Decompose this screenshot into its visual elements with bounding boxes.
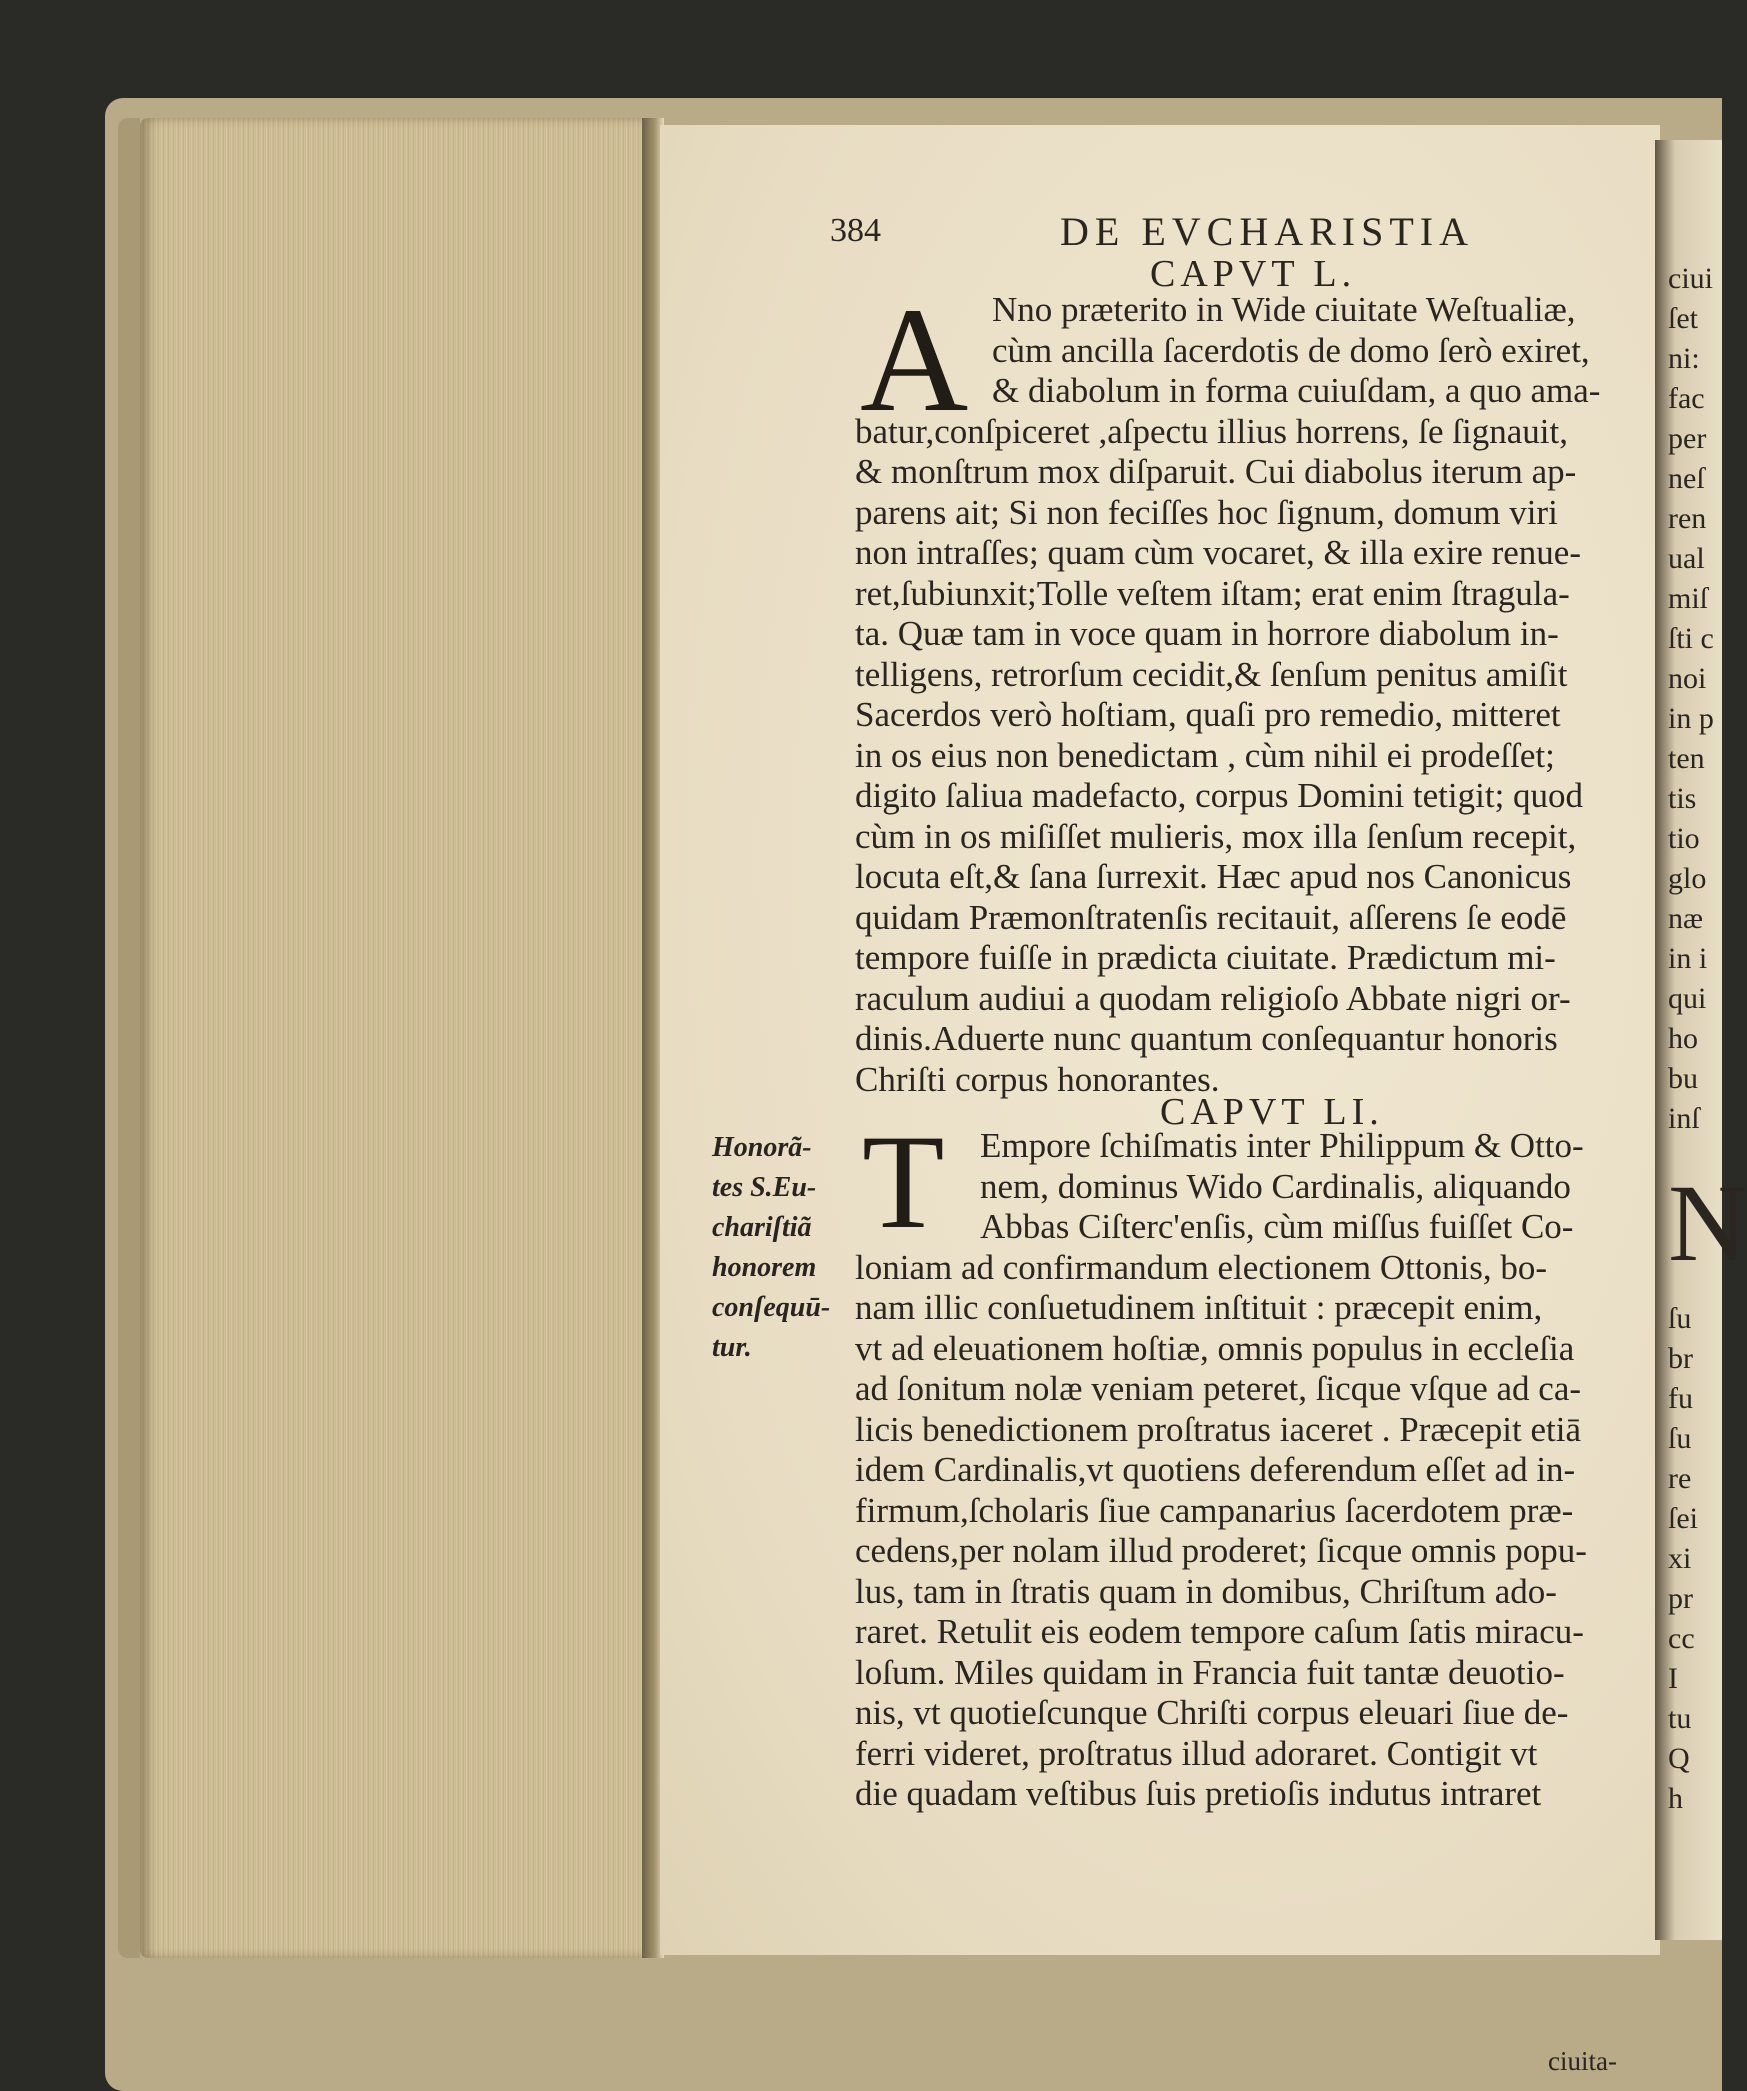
facing-page-fragment: per bbox=[1668, 422, 1707, 455]
page-number: 384 bbox=[830, 212, 881, 249]
facing-page-fragment: ren bbox=[1668, 502, 1707, 535]
text-line: Empore ſchiſmatis inter Philippum & Otto- bbox=[980, 1126, 1584, 1165]
facing-page-fragment: pr bbox=[1668, 1582, 1693, 1615]
text-line: cedens,per nolam illud proderet; ſicque omnis popu- bbox=[855, 1531, 1587, 1570]
text-line: ferri videret, proſtratus illud adoraret. Contigit vt bbox=[855, 1733, 1538, 1773]
text-line: non intraſſes; quam cùm vocaret, & illa exire renue- bbox=[855, 533, 1581, 572]
text-line: & monſtrum mox diſparuit. Cui diabolus iterum ap- bbox=[855, 452, 1577, 491]
facing-page-fragment: ni: bbox=[1668, 342, 1700, 375]
facing-page-fragment: fac bbox=[1668, 382, 1705, 415]
text-line: & diabolum in forma cuiuſdam, a quo ama- bbox=[992, 371, 1601, 410]
facing-page-fragment: br bbox=[1668, 1342, 1693, 1375]
chapter-heading: CAPVT L. bbox=[1150, 253, 1357, 295]
text-line: ret,ſubiunxit;Tolle veſtem iſtam; erat enim ſtragula- bbox=[855, 573, 1570, 613]
facing-page-fragment: I bbox=[1668, 1662, 1678, 1695]
facing-page-fragment: fu bbox=[1668, 1382, 1693, 1415]
facing-page-fragment: neſ bbox=[1668, 462, 1705, 495]
facing-page-fragment: ual bbox=[1668, 542, 1705, 575]
facing-page-fragment: Q bbox=[1668, 1742, 1690, 1775]
text-line: quidam Præmonſtratenſis recitauit, aſſerens ſe eodē bbox=[855, 897, 1567, 937]
facing-page-fragment: inſ bbox=[1668, 1102, 1700, 1135]
facing-page-fragment: ſti c bbox=[1668, 622, 1714, 655]
text-line: nam illic conſuetudinem inſtituit : præcepit enim, bbox=[855, 1288, 1543, 1327]
facing-page-fragment: tio bbox=[1668, 822, 1700, 855]
facing-page-fragment: N bbox=[1668, 1162, 1747, 1284]
text-line: Nno præterito in Wide ciuitate Weſtualiæ, bbox=[992, 290, 1576, 329]
text-line: in os eius non benedictam , cùm nihil ei prodeſſet; bbox=[855, 735, 1555, 775]
facing-page-fragment: in i bbox=[1668, 942, 1708, 975]
facing-page-fragment: glo bbox=[1668, 862, 1707, 895]
facing-page-fragment: xi bbox=[1668, 1542, 1692, 1575]
facing-page-fragment: re bbox=[1668, 1462, 1692, 1495]
text-line: batur,conſpiceret ,aſpectu illius horrens, ſe ſignauit, bbox=[855, 411, 1568, 451]
facing-page-fragment: ho bbox=[1668, 1022, 1698, 1055]
margin-note-line: chariſtiã bbox=[712, 1212, 812, 1243]
text-line: vt ad eleuationem hoſtiæ, omnis populus in eccleſia bbox=[855, 1328, 1575, 1368]
facing-page-fragment: cc bbox=[1668, 1622, 1695, 1655]
text-line: locuta eſt,& ſana ſurrexit. Hæc apud nos Canonicus bbox=[855, 857, 1572, 896]
facing-page-fragment: ciui bbox=[1668, 262, 1713, 295]
facing-page-fragment: ſu bbox=[1668, 1422, 1692, 1455]
text-line: Abbas Ciſterc'enſis, cùm miſſus fuiſſet Co- bbox=[980, 1207, 1574, 1246]
text-line: parens ait; Si non feciſſes hoc ſignum, domum viri bbox=[855, 492, 1558, 532]
text-line: ad ſonitum nolæ veniam peteret, ſicque vſque ad ca- bbox=[855, 1369, 1582, 1408]
facing-page-fragment: miſ bbox=[1668, 582, 1709, 615]
facing-page-fragment: noi bbox=[1668, 662, 1707, 695]
text-line: die quadam veſtibus ſuis pretioſis indutus intraret bbox=[855, 1774, 1542, 1813]
margin-note-line: tes S.Eu- bbox=[712, 1172, 817, 1203]
text-line: cùm in os miſiſſet mulieris, mox illa ſenſum recepit, bbox=[855, 816, 1577, 856]
text-line: dinis.Aduerte nunc quantum conſequantur honoris bbox=[855, 1019, 1558, 1058]
facing-page-fragment: næ bbox=[1668, 902, 1704, 935]
text-line: firmum,ſcholaris ſiue campanarius ſacerdotem præ- bbox=[855, 1490, 1574, 1530]
text-line: nis, vt quotieſcunque Chriſti corpus eleuari ſiue de- bbox=[855, 1693, 1569, 1732]
drop-cap: A bbox=[860, 277, 969, 443]
text-line: Sacerdos verò hoſtiam, quaſi pro remedio, mitteret bbox=[855, 695, 1561, 734]
facing-page-fragment: qui bbox=[1668, 982, 1707, 1015]
facing-page-fragment: tu bbox=[1668, 1702, 1692, 1735]
margin-note-line: Honorã- bbox=[712, 1132, 812, 1163]
text-line: ta. Quæ tam in voce quam in horrore diabolum in- bbox=[855, 614, 1559, 653]
chapter-heading: CAPVT LI. bbox=[1160, 1091, 1384, 1133]
text-line: cùm ancilla ſacerdotis de domo ſerò exiret, bbox=[992, 330, 1590, 370]
text-line: tempore fuiſſe in prædicta ciuitate. Prædictum mi- bbox=[855, 938, 1556, 977]
facing-page-fragment: ſei bbox=[1668, 1502, 1698, 1535]
text-line: Chriſti corpus honorantes. bbox=[855, 1059, 1220, 1099]
text-line: raculum audiui a quodam religioſo Abbate nigri or- bbox=[855, 978, 1571, 1018]
page-block-edge bbox=[140, 118, 650, 1958]
text-line: nem, dominus Wido Cardinalis, aliquando bbox=[980, 1166, 1571, 1206]
margin-note-line: honorem bbox=[712, 1252, 817, 1283]
catchword: ciuita- bbox=[1548, 2046, 1617, 2076]
facing-page-fragment: tis bbox=[1668, 782, 1697, 815]
text-line: loniam ad confirmandum electionem Ottonis, bo- bbox=[855, 1247, 1548, 1287]
facing-page-fragment: ſu bbox=[1668, 1302, 1692, 1335]
margin-note-line: conſequū- bbox=[712, 1292, 831, 1323]
facing-page-fragment: bu bbox=[1668, 1062, 1698, 1095]
facing-page-fragment: in p bbox=[1668, 702, 1714, 735]
text-line: idem Cardinalis,vt quotiens deferendum eſſet ad in- bbox=[855, 1450, 1576, 1489]
running-title: DE EVCHARISTIA bbox=[1060, 209, 1474, 254]
drop-cap: T bbox=[862, 1108, 945, 1257]
facing-page-fragment: ten bbox=[1668, 742, 1705, 775]
text-line: telligens, retrorſum cecidit,& ſenſum penitus amiſit bbox=[855, 654, 1568, 694]
margin-note-line: tur. bbox=[712, 1332, 752, 1363]
text-line: digito ſaliua madefacto, corpus Domini tetigit; quod bbox=[855, 776, 1584, 815]
facing-page-fragment: ſet bbox=[1668, 302, 1698, 335]
text-line: licis benedictionem proſtratus iaceret . Præcepit etiā bbox=[855, 1409, 1581, 1449]
text-line: lus, tam in ſtratis quam in domibus, Chriſtum ado- bbox=[855, 1571, 1557, 1611]
facing-page-fragment: h bbox=[1668, 1782, 1683, 1815]
text-line: loſum. Miles quidam in Francia fuit tantæ deuotio- bbox=[855, 1652, 1565, 1692]
text-line: raret. Retulit eis eodem tempore caſum ſatis miracu- bbox=[855, 1612, 1584, 1651]
